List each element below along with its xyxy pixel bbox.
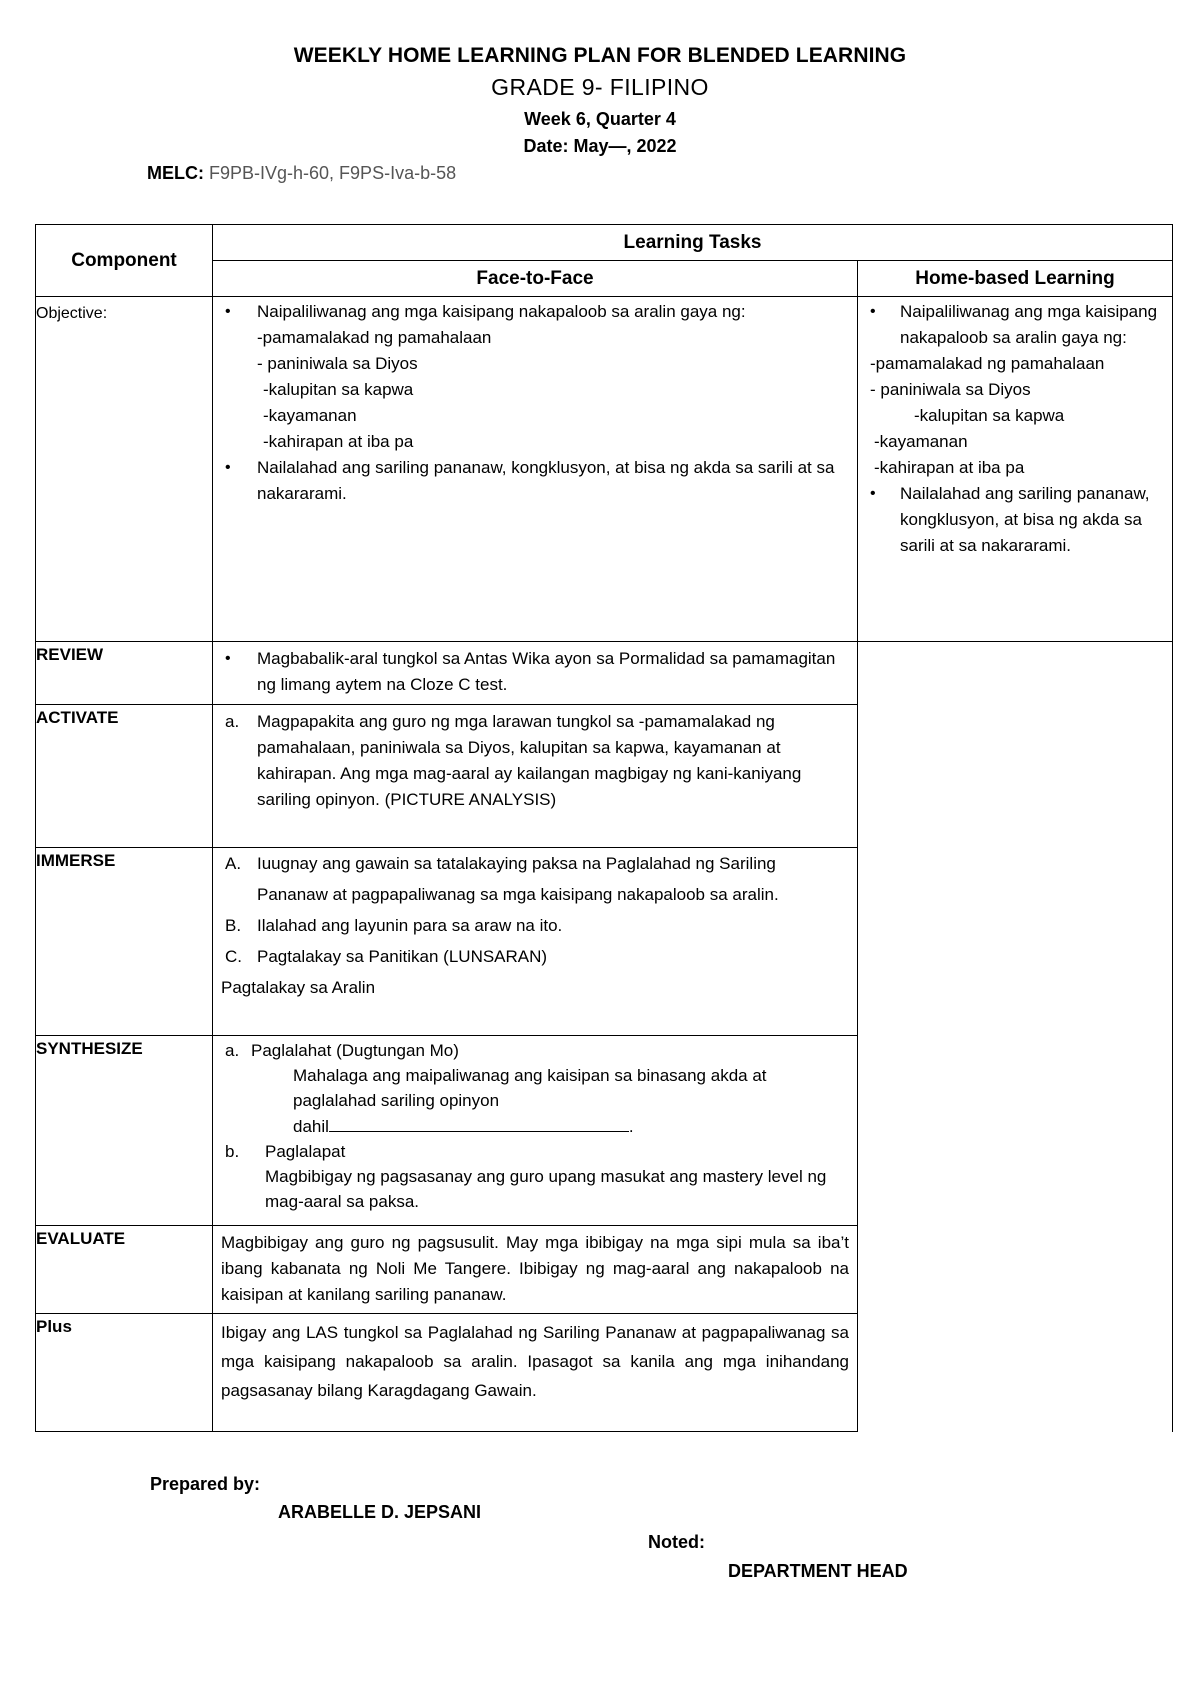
bullet-icon: • — [870, 485, 876, 502]
objective-label: Objective: — [36, 297, 213, 642]
synthesize-label: SYNTHESIZE — [36, 1036, 213, 1226]
date-line: Date: May—, 2022 — [523, 136, 677, 156]
synthesize-cell: a. Paglalahat (Dugtungan Mo) Mahalaga ang maipaliwanag ang kaisipan sa binasang akda at paglalahad sariling opinyon dahil . b. Paglalapat Magbibigay ng pagsasanay ang guro upang masukat ang mastery level ng mag-aaral sa paksa. — [213, 1036, 858, 1226]
component-header: Component — [36, 225, 213, 297]
noted-label: Noted: — [648, 1532, 705, 1552]
objective-f2f-cell — [213, 297, 858, 642]
bullet-icon: • — [870, 303, 876, 320]
fill-blank — [329, 1113, 629, 1132]
grade-subject: GRADE 9- FILIPINO — [491, 74, 709, 100]
bullet-icon: • — [225, 650, 231, 667]
activate-label: ACTIVATE — [36, 705, 213, 848]
activate-cell: a. Magpapakita ang guro ng mga larawan tungkol sa -pamamalakad ng pamahalaan, paniniwala sa Diyos, kalupitan sa kapwa, kayamanan at kahirapan. Ang mga mag-aaral ay kailangan magbigay ng kani-kaniyang sariling opinyon. (PICTURE ANALYSIS) — [213, 705, 858, 848]
table-row — [36, 297, 1173, 642]
week-quarter: Week 6, Quarter 4 — [524, 109, 676, 129]
objective-home-cell: • Naipaliliwanag ang mga kaisipang nakapaloob sa aralin gaya ng: -pamamalakad ng pamahalaan - paniniwala sa Diyos -kalupitan sa kapwa -kayamanan -kahirapan at iba pa • Nailalahad ang sariling pananaw, kongklusyon, at bisa ng akda sa sarili at sa nakararami. — [858, 297, 1173, 642]
home-empty-cell — [858, 642, 1173, 1432]
document-title: WEEKLY HOME LEARNING PLAN FOR BLENDED LEARNING — [293, 44, 907, 67]
preparer-name: ARABELLE D. JEPSANI — [278, 1502, 482, 1522]
immerse-label: IMMERSE — [36, 848, 213, 1036]
evaluate-cell: Magbibigay ang guro ng pagsusulit. May mga ibibigay na mga sipi mula sa iba’t ibang kabanata ng Noli Me Tangere. Ibibigay ng mag-aaral ang nakapaloob na kaisipan at kanilang sariling pananaw. — [213, 1226, 858, 1314]
review-cell — [213, 642, 858, 705]
plus-label: Plus — [36, 1314, 213, 1432]
list-item: • Naipaliliwanag ang mga kaisipang nakapaloob sa aralin gaya ng: — [866, 299, 1164, 351]
melc-line — [147, 163, 456, 184]
bullet-icon: • — [225, 459, 231, 476]
evaluate-label: EVALUATE — [36, 1226, 213, 1314]
department-head-label: DEPARTMENT HEAD — [728, 1561, 908, 1581]
list-item: • Naipaliliwanag ang mga kaisipang nakapaloob sa aralin gaya ng: -pamamalakad ng pamahalaan - paniniwala sa Diyos -kalupitan sa kapwa -kayamanan -kahirapan at iba pa — [221, 299, 849, 455]
table-row — [36, 642, 1173, 705]
home-based-header: Home-based Learning — [858, 261, 1173, 297]
plus-cell: Ibigay ang LAS tungkol sa Paglalahad ng Sariling Pananaw at pagpapaliwanag sa mga kaisipang nakapaloob sa aralin. Ipasagot sa kanila ang mga inihandang pagsasanay bilang Karagdagang Gawain. — [213, 1314, 858, 1432]
immerse-cell: A. Iuugnay ang gawain sa tatalakaying paksa na Paglalahad ng Sariling Pananaw at pagpapaliwanag sa mga kaisipang nakapaloob sa aralin. B. Ilalahad ang layunin para sa araw na ito. C. Pagtalakay sa Panitikan (LUNSARAN) Pagtalakay sa Aralin — [213, 848, 858, 1036]
list-item: • Nailalahad ang sariling pananaw, kongklusyon, at bisa ng akda sa sarili at sa nakararami. — [866, 481, 1164, 559]
review-label: REVIEW — [36, 642, 213, 705]
bullet-icon: • — [225, 303, 231, 320]
melc-label: MELC: — [147, 163, 204, 183]
face-to-face-header: Face-to-Face — [213, 261, 858, 297]
prepared-by-label: Prepared by: — [150, 1474, 261, 1494]
list-item: • Nailalahad ang sariling pananaw, kongklusyon, at bisa ng akda sa sarili at sa nakararami. — [221, 455, 849, 507]
learning-plan-table — [35, 224, 1173, 1432]
learning-tasks-header: Learning Tasks — [213, 225, 1173, 261]
list-item: • Magbabalik-aral tungkol sa Antas Wika ayon sa Pormalidad sa pamamagitan ng limang aytem na Cloze C test. — [221, 646, 849, 698]
melc-codes: F9PB-IVg-h-60, F9PS-Iva-b-58 — [204, 163, 457, 183]
